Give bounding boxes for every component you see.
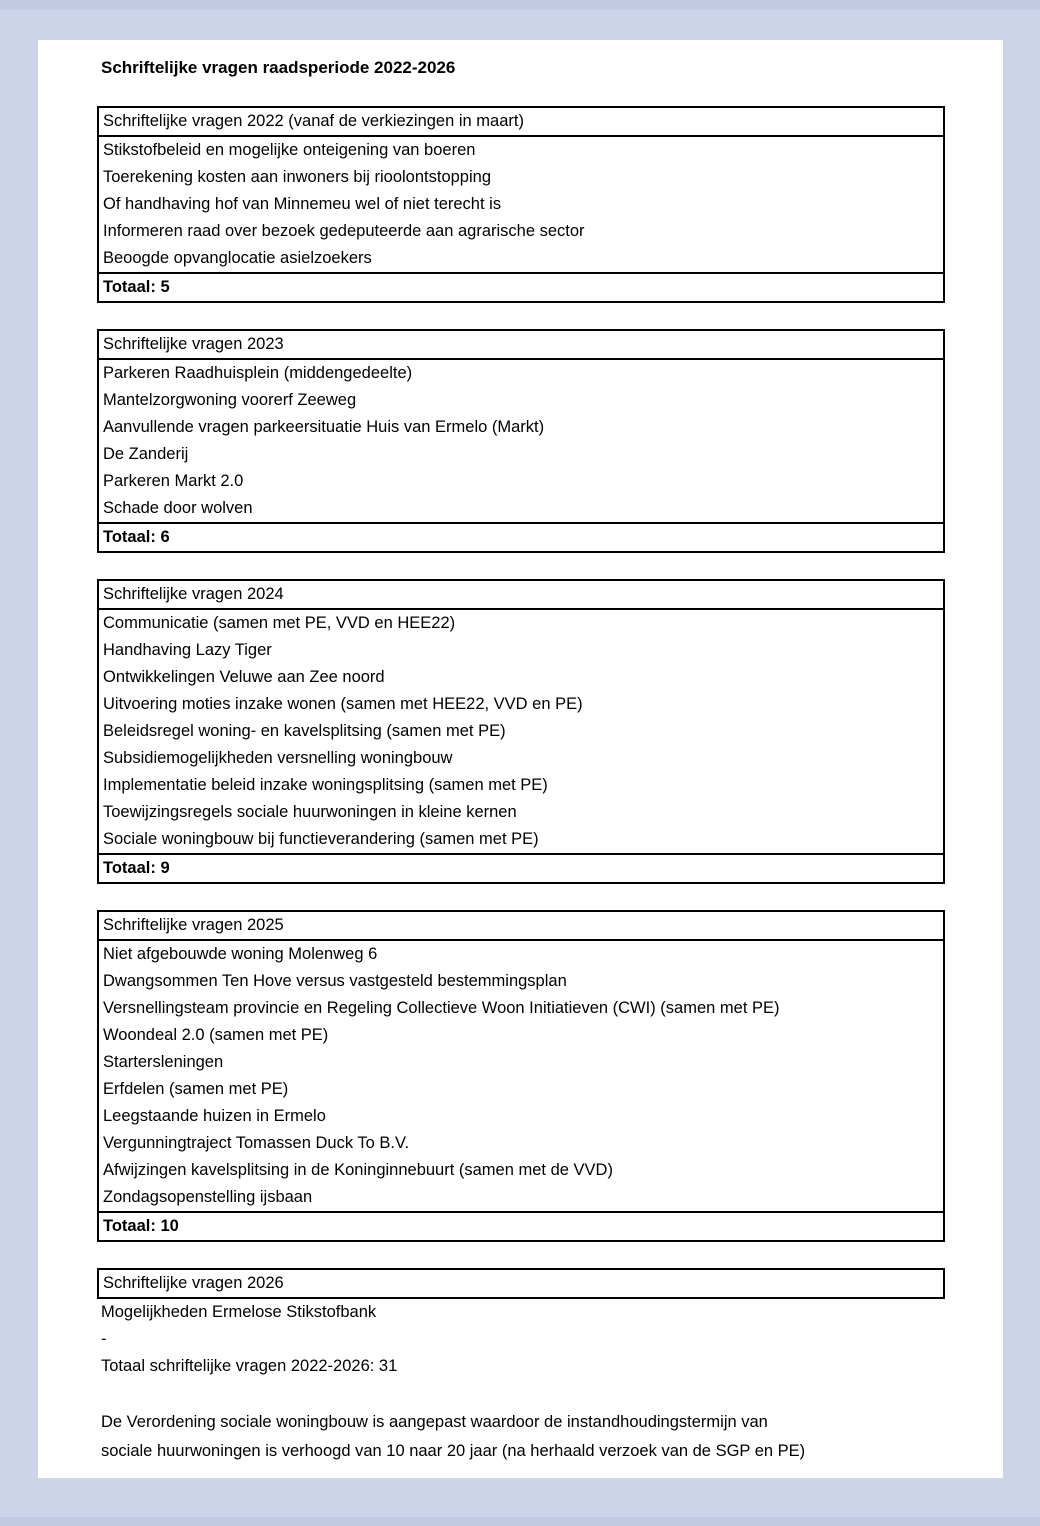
question-item: Beoogde opvanglocatie asielzoekers [103,249,372,267]
question-item: Uitvoering moties inzake wonen (samen met HEE22, VVD en PE) [103,695,583,713]
table-body-2023 [99,360,943,522]
closing-paragraph-line: sociale huurwoningen is verhoogd van 10 naar 20 jaar (na herhaald verzoek van de SGP en PE) [101,1442,806,1460]
questions-table-2022 [97,106,945,303]
closing-paragraph [101,1408,945,1466]
question-item: Toerekening kosten aan inwoners bij rioolontstopping [103,168,491,186]
question-item: Woondeal 2.0 (samen met PE) [103,1026,329,1044]
question-item: Subsidiemogelijkheden versnelling woningbouw [103,749,453,767]
section-2026-lines [97,1299,945,1380]
question-item: Afwijzingen kavelsplitsing in de Koninginnebuurt (samen met de VVD) [103,1161,613,1179]
question-item: Handhaving Lazy Tiger [103,641,272,659]
question-item: Schade door wolven [103,499,253,517]
section-2026-line: - [101,1330,107,1348]
question-item: Parkeren Markt 2.0 [103,472,244,490]
table-total-2023: Totaal: 6 [99,522,943,551]
table-body-2024 [99,610,943,853]
table-header-2023: Schriftelijke vragen 2023 [99,331,943,360]
question-item: Startersleningen [103,1053,224,1071]
question-item: Aanvullende vragen parkeersituatie Huis van Ermelo (Markt) [103,418,545,436]
document-page [38,40,1003,1478]
tables-container [97,106,945,1242]
question-item: Stikstofbeleid en mogelijke onteigening van boeren [103,141,476,159]
questions-table-2023 [97,329,945,553]
section-2026-line: Mogelijkheden Ermelose Stikstofbank [101,1303,377,1321]
question-item: Leegstaande huizen in Ermelo [103,1107,326,1125]
table-header-2022: Schriftelijke vragen 2022 (vanaf de verkiezingen in maart) [99,108,943,137]
question-item: Parkeren Raadhuisplein (middengedeelte) [103,364,413,382]
table-header-2024: Schriftelijke vragen 2024 [99,581,943,610]
question-item: Communicatie (samen met PE, VVD en HEE22) [103,614,456,632]
table-body-2022 [99,137,943,272]
page-gap-top [0,0,1040,10]
question-item: Dwangsommen Ten Hove versus vastgesteld bestemmingsplan [103,972,567,990]
questions-table-2026-header: Schriftelijke vragen 2026 [97,1268,945,1299]
question-item: Of handhaving hof van Minnemeu wel of niet terecht is [103,195,502,213]
table-body-2025 [99,941,943,1211]
question-item: Zondagsopenstelling ijsbaan [103,1188,313,1206]
closing-paragraph-line: De Verordening sociale woningbouw is aangepast waardoor de instandhoudingstermijn van [101,1413,768,1431]
question-item: Beleidsregel woning- en kavelsplitsing (samen met PE) [103,722,506,740]
table-total-2022: Totaal: 5 [99,272,943,301]
table-total-2025: Totaal: 10 [99,1211,943,1240]
table-header-2025: Schriftelijke vragen 2025 [99,912,943,941]
question-item: Mantelzorgwoning voorerf Zeeweg [103,391,357,409]
table-total-2024: Totaal: 9 [99,853,943,882]
page-gap-bottom [0,1517,1040,1526]
question-item: De Zanderij [103,445,189,463]
section-2026-line: Totaal schriftelijke vragen 2022-2026: 31 [101,1357,398,1375]
questions-table-2024 [97,579,945,884]
question-item: Sociale woningbouw bij functieverandering (samen met PE) [103,830,539,848]
question-item: Erfdelen (samen met PE) [103,1080,289,1098]
question-item: Informeren raad over bezoek gedeputeerde aan agrarische sector [103,222,585,240]
question-item: Implementatie beleid inzake woningsplitsing (samen met PE) [103,776,548,794]
question-item: Ontwikkelingen Veluwe aan Zee noord [103,668,385,686]
question-item: Niet afgebouwde woning Molenweg 6 [103,945,378,963]
question-item: Toewijzingsregels sociale huurwoningen in kleine kernen [103,803,517,821]
question-item: Vergunningtraject Tomassen Duck To B.V. [103,1134,410,1152]
document-title: Schriftelijke vragen raadsperiode 2022-2026 [101,58,456,77]
question-item: Versnellingsteam provincie en Regeling Collectieve Woon Initiatieven (CWI) (samen met PE) [103,999,780,1017]
questions-table-2025 [97,910,945,1242]
